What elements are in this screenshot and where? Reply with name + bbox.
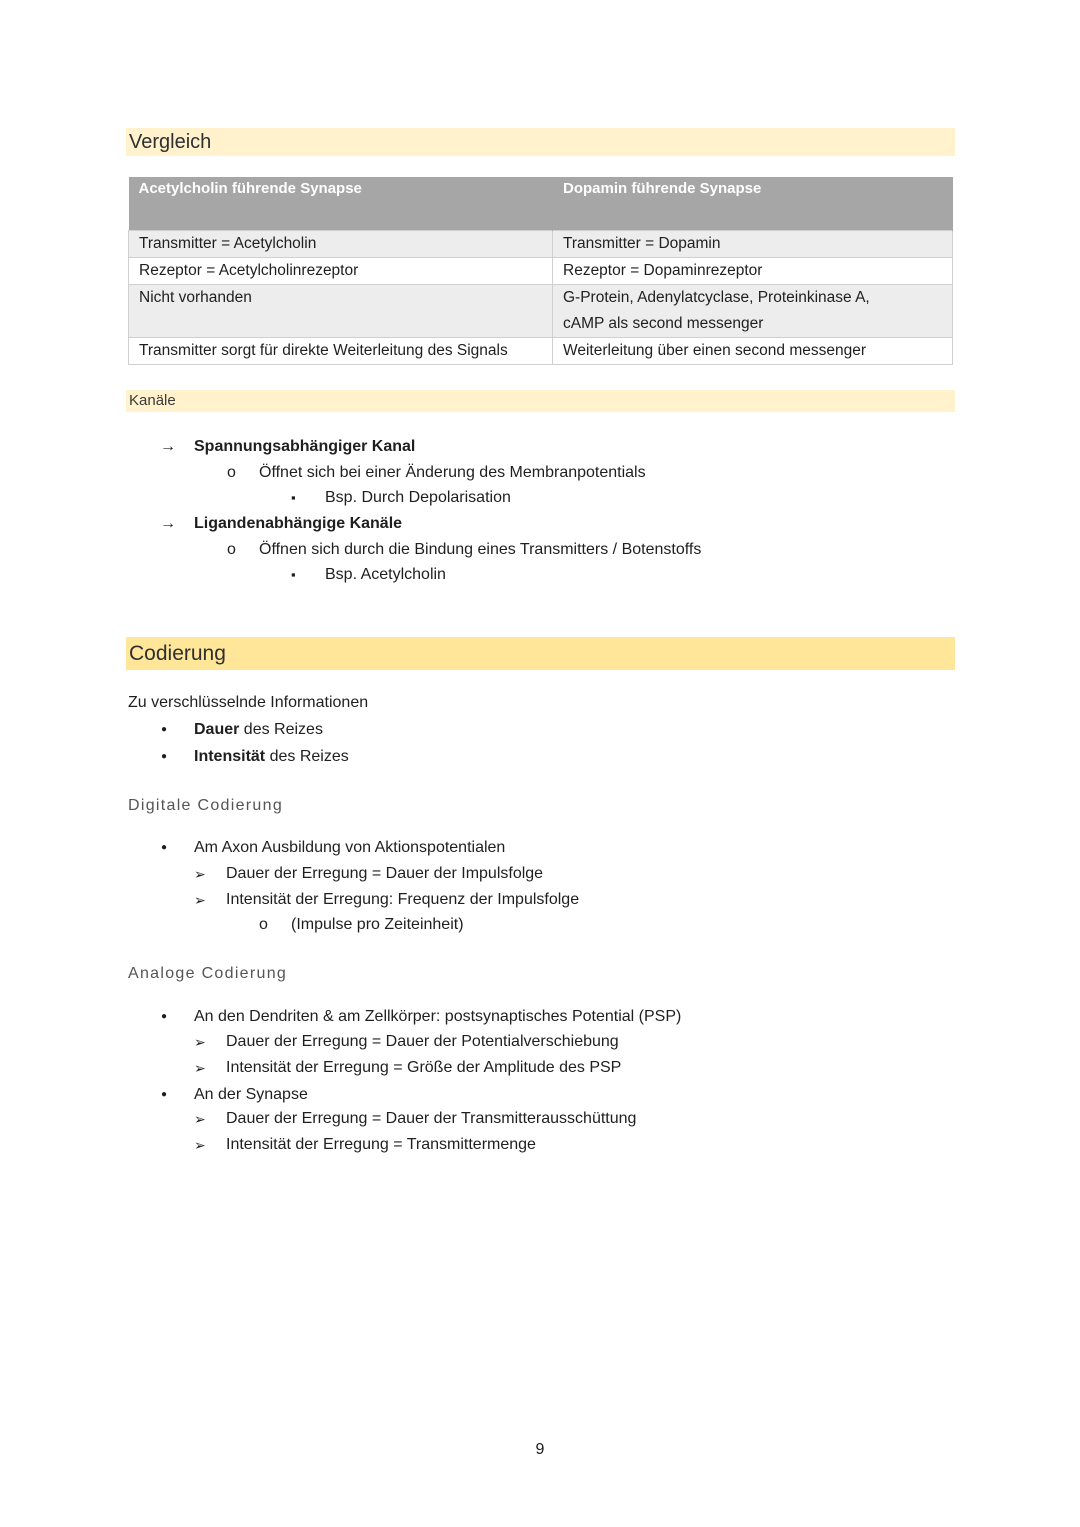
bullet-icon: ● <box>161 1011 168 1022</box>
page-number: 9 <box>535 1441 545 1458</box>
chevron-right-icon: ➢ <box>194 1111 206 1127</box>
digital-note: (Impulse pro Zeiteinheit) <box>291 916 464 933</box>
bullet-icon: ● <box>161 751 168 762</box>
table-row <box>129 337 953 364</box>
bullet-icon: ● <box>161 842 168 853</box>
kanal-title-spannung: Spannungsabhängiger Kanal <box>194 438 416 455</box>
bullet-icon: ● <box>161 724 168 735</box>
chevron-right-icon: ➢ <box>194 1034 206 1050</box>
kanal-example: Bsp. Durch Depolarisation <box>325 489 511 506</box>
arrow-icon: → <box>160 515 176 532</box>
info-item-bold: Dauer <box>194 721 240 738</box>
kanal-description: Öffnen sich durch die Bindung eines Transmitters / Botenstoffs <box>259 541 702 558</box>
info-item-bold: Intensität <box>194 748 266 765</box>
table-cell: G-Protein, Adenylatcyclase, Proteinkinase A, <box>553 284 953 311</box>
chevron-right-icon: ➢ <box>194 1137 206 1153</box>
table-cell: Transmitter = Acetylcholin <box>129 230 553 257</box>
chevron-right-icon: ➢ <box>194 892 206 908</box>
section-header-codierung: Codierung <box>126 637 955 670</box>
kanal-example: Bsp. Acetylcholin <box>325 566 446 583</box>
analog-point: Dauer der Erregung = Dauer der Potentialverschiebung <box>226 1033 619 1050</box>
comparison-table <box>128 177 953 365</box>
analog-point: Intensität der Erregung = Transmittermenge <box>226 1136 536 1153</box>
table-header-acetylcholin: Acetylcholin führende Synapse <box>129 177 553 230</box>
table-cell: Transmitter sorgt für direkte Weiterleitung des Signals <box>129 337 553 364</box>
square-bullet-icon: ▪ <box>291 567 296 582</box>
table-cell: Transmitter = Dopamin <box>553 230 953 257</box>
analog-point: Dauer der Erregung = Dauer der Transmitterausschüttung <box>226 1110 637 1127</box>
info-item-intensitaet <box>194 746 349 768</box>
table-header-dopamin: Dopamin führende Synapse <box>553 177 953 230</box>
table-row <box>129 230 953 257</box>
digital-point: Dauer der Erregung = Dauer der Impulsfolge <box>226 865 544 882</box>
subheading-digitale-codierung: Digitale Codierung <box>128 797 284 814</box>
square-bullet-icon: ▪ <box>291 490 296 505</box>
table-header-row <box>129 177 953 230</box>
digital-bullet: Am Axon Ausbildung von Aktionspotentialen <box>194 839 506 856</box>
kanal-description: Öffnet sich bei einer Änderung des Membranpotentials <box>259 464 646 481</box>
analog-point: Intensität der Erregung = Größe der Amplitude des PSP <box>226 1059 622 1076</box>
info-item-rest: des Reizes <box>239 721 323 738</box>
table-row <box>129 284 953 311</box>
circle-bullet-icon: o <box>227 541 236 558</box>
table-cell: Weiterleitung über einen second messenger <box>553 337 953 364</box>
kanal-title-liganden: Ligandenabhängige Kanäle <box>194 515 403 532</box>
info-item-dauer <box>194 719 323 741</box>
circle-bullet-icon: o <box>227 464 236 481</box>
analog-bullet: An den Dendriten & am Zellkörper: postsynaptisches Potential (PSP) <box>194 1008 682 1025</box>
table-cell: Rezeptor = Dopaminrezeptor <box>553 257 953 284</box>
chevron-right-icon: ➢ <box>194 866 206 882</box>
analog-bullet: An der Synapse <box>194 1086 308 1103</box>
digital-point: Intensität der Erregung: Frequenz der Impulsfolge <box>226 891 580 908</box>
table-cell: Rezeptor = Acetylcholinrezeptor <box>129 257 553 284</box>
subheading-analoge-codierung: Analoge Codierung <box>128 965 288 982</box>
arrow-icon: → <box>160 438 176 455</box>
table-cell: cAMP als second messenger <box>553 311 953 338</box>
section-header-vergleich: Vergleich <box>126 128 955 156</box>
table-row <box>129 257 953 284</box>
chevron-right-icon: ➢ <box>194 1060 206 1076</box>
codierung-intro: Zu verschlüsselnde Informationen <box>128 694 369 711</box>
table-cell: Nicht vorhanden <box>129 284 553 337</box>
info-item-rest: des Reizes <box>265 748 349 765</box>
circle-bullet-icon: o <box>259 916 268 933</box>
bullet-icon: ● <box>161 1089 168 1100</box>
section-header-kanaele: Kanäle <box>126 390 955 412</box>
